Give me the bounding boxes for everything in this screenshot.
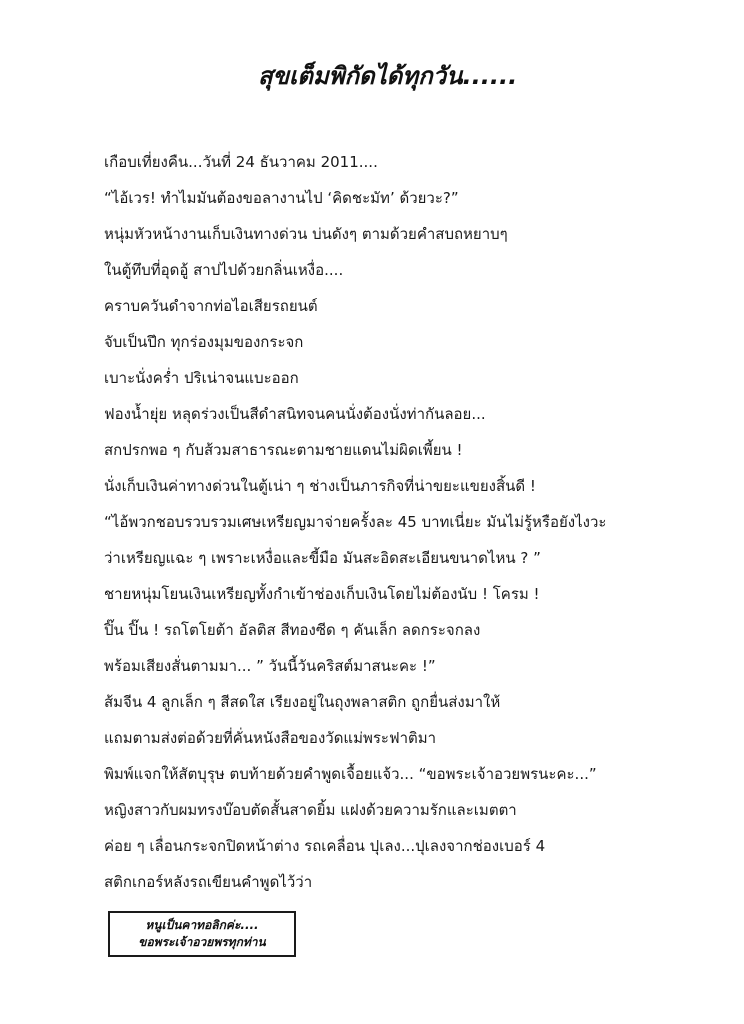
text-line-13: ชายหนุ่มโยนเงินเหรียญทั้งกำเข้าช่องเก็บเงินโดยไม่ต้องนับ ! โครม ! <box>104 585 540 603</box>
sticker-box <box>108 911 296 957</box>
text-line-21: สติกเกอร์หลังรถเขียนคำพูดไว้ว่า <box>104 873 313 891</box>
text-line-15: พร้อมเสียงสั่นตามมา... ” วันนี้วันคริสต์มาสนะคะ !” <box>104 657 436 675</box>
sticker-line-1: หนูเป็นคาทอลิกค่ะ.... <box>145 918 259 932</box>
page-title: สุขเต็มพิกัดได้ทุกวัน...... <box>258 62 518 90</box>
story-body <box>104 144 704 900</box>
text-line-8: ฟองน้ำยุ่ย หลุดร่วงเป็นสีดำสนิทจนคนนั่งต้องนั่งท่ากันลอย... <box>104 405 486 423</box>
text-line-11: “ไอ้พวกชอบรวบรวมเศษเหรียญมาจ่ายครั้งละ 45 บาทเนี่ยะ มันไม่รู้หรือยังไงวะ <box>104 513 607 531</box>
text-line-10: นั่งเก็บเงินค่าทางด่วนในตู้เน่า ๆ ช่างเป็นภารกิจที่น่าขยะแขยงสิ้นดี ! <box>104 477 536 495</box>
text-line-9: สกปรกพอ ๆ กับส้วมสาธารณะตามชายแดนไม่ผิดเพี้ยน ! <box>104 441 463 459</box>
text-line-19: หญิงสาวกับผมทรงบ๊อบตัดสั้นสาดยิ้ม แฝงด้วยความรักและเมตตา <box>104 801 517 819</box>
text-line-3: หนุ่มหัวหน้างานเก็บเงินทางด่วน บ่นดังๆ ตามด้วยคำสบถหยาบๆ <box>104 225 508 243</box>
text-line-2: “ไอ้เวร! ทำไมมันต้องขอลางานไป ‘คิดชะมัท’ ด้วยวะ?” <box>104 189 459 207</box>
text-line-7: เบาะนั่งคร่ำ ปริเน่าจนแบะออก <box>104 369 299 387</box>
text-line-14: ปิ๊น ปิ๊น ! รถโตโยต้า อัลติส สีทองซีด ๆ คันเล็ก ลดกระจกลง <box>104 621 481 639</box>
text-line-16: ส้มจีน 4 ลูกเล็ก ๆ สีสดใส เรียงอยู่ในถุงพลาสติก ถูกยื่นส่งมาให้ <box>104 693 501 711</box>
text-line-6: จับเป็นปึก ทุกร่องมุมของกระจก <box>104 333 304 351</box>
sticker-line-2: ขอพระเจ้าอวยพรทุกท่าน <box>138 935 266 949</box>
text-line-5: คราบควันดำจากท่อไอเสียรถยนต์ <box>104 297 318 315</box>
text-line-20: ค่อย ๆ เลื่อนกระจกปิดหน้าต่าง รถเคลื่อน ปุเลง...ปุเลงจากช่องเบอร์ 4 <box>104 837 546 855</box>
text-line-18: พิมพ์แจกให้สัตบุรุษ ตบท้ายด้วยคำพูดเจื้อยแจ้ว... “ขอพระเจ้าอวยพรนะคะ...” <box>104 765 597 783</box>
text-line-17: แถมตามส่งต่อด้วยที่คั่นหนังสือของวัดแม่พระฟาติมา <box>104 729 437 747</box>
text-line-4: ในตู้ทึบที่อุดอู้ สาปไปด้วยกลิ่นเหงื่อ.... <box>104 261 344 279</box>
text-line-12: ว่าเหรียญแฉะ ๆ เพราะเหงื่อและขี้มือ มันสะอิดสะเอียนขนาดไหน ? ” <box>104 549 541 567</box>
text-line-1: เกือบเที่ยงคืน...วันที่ 24 ธันวาคม 2011.... <box>104 153 378 171</box>
